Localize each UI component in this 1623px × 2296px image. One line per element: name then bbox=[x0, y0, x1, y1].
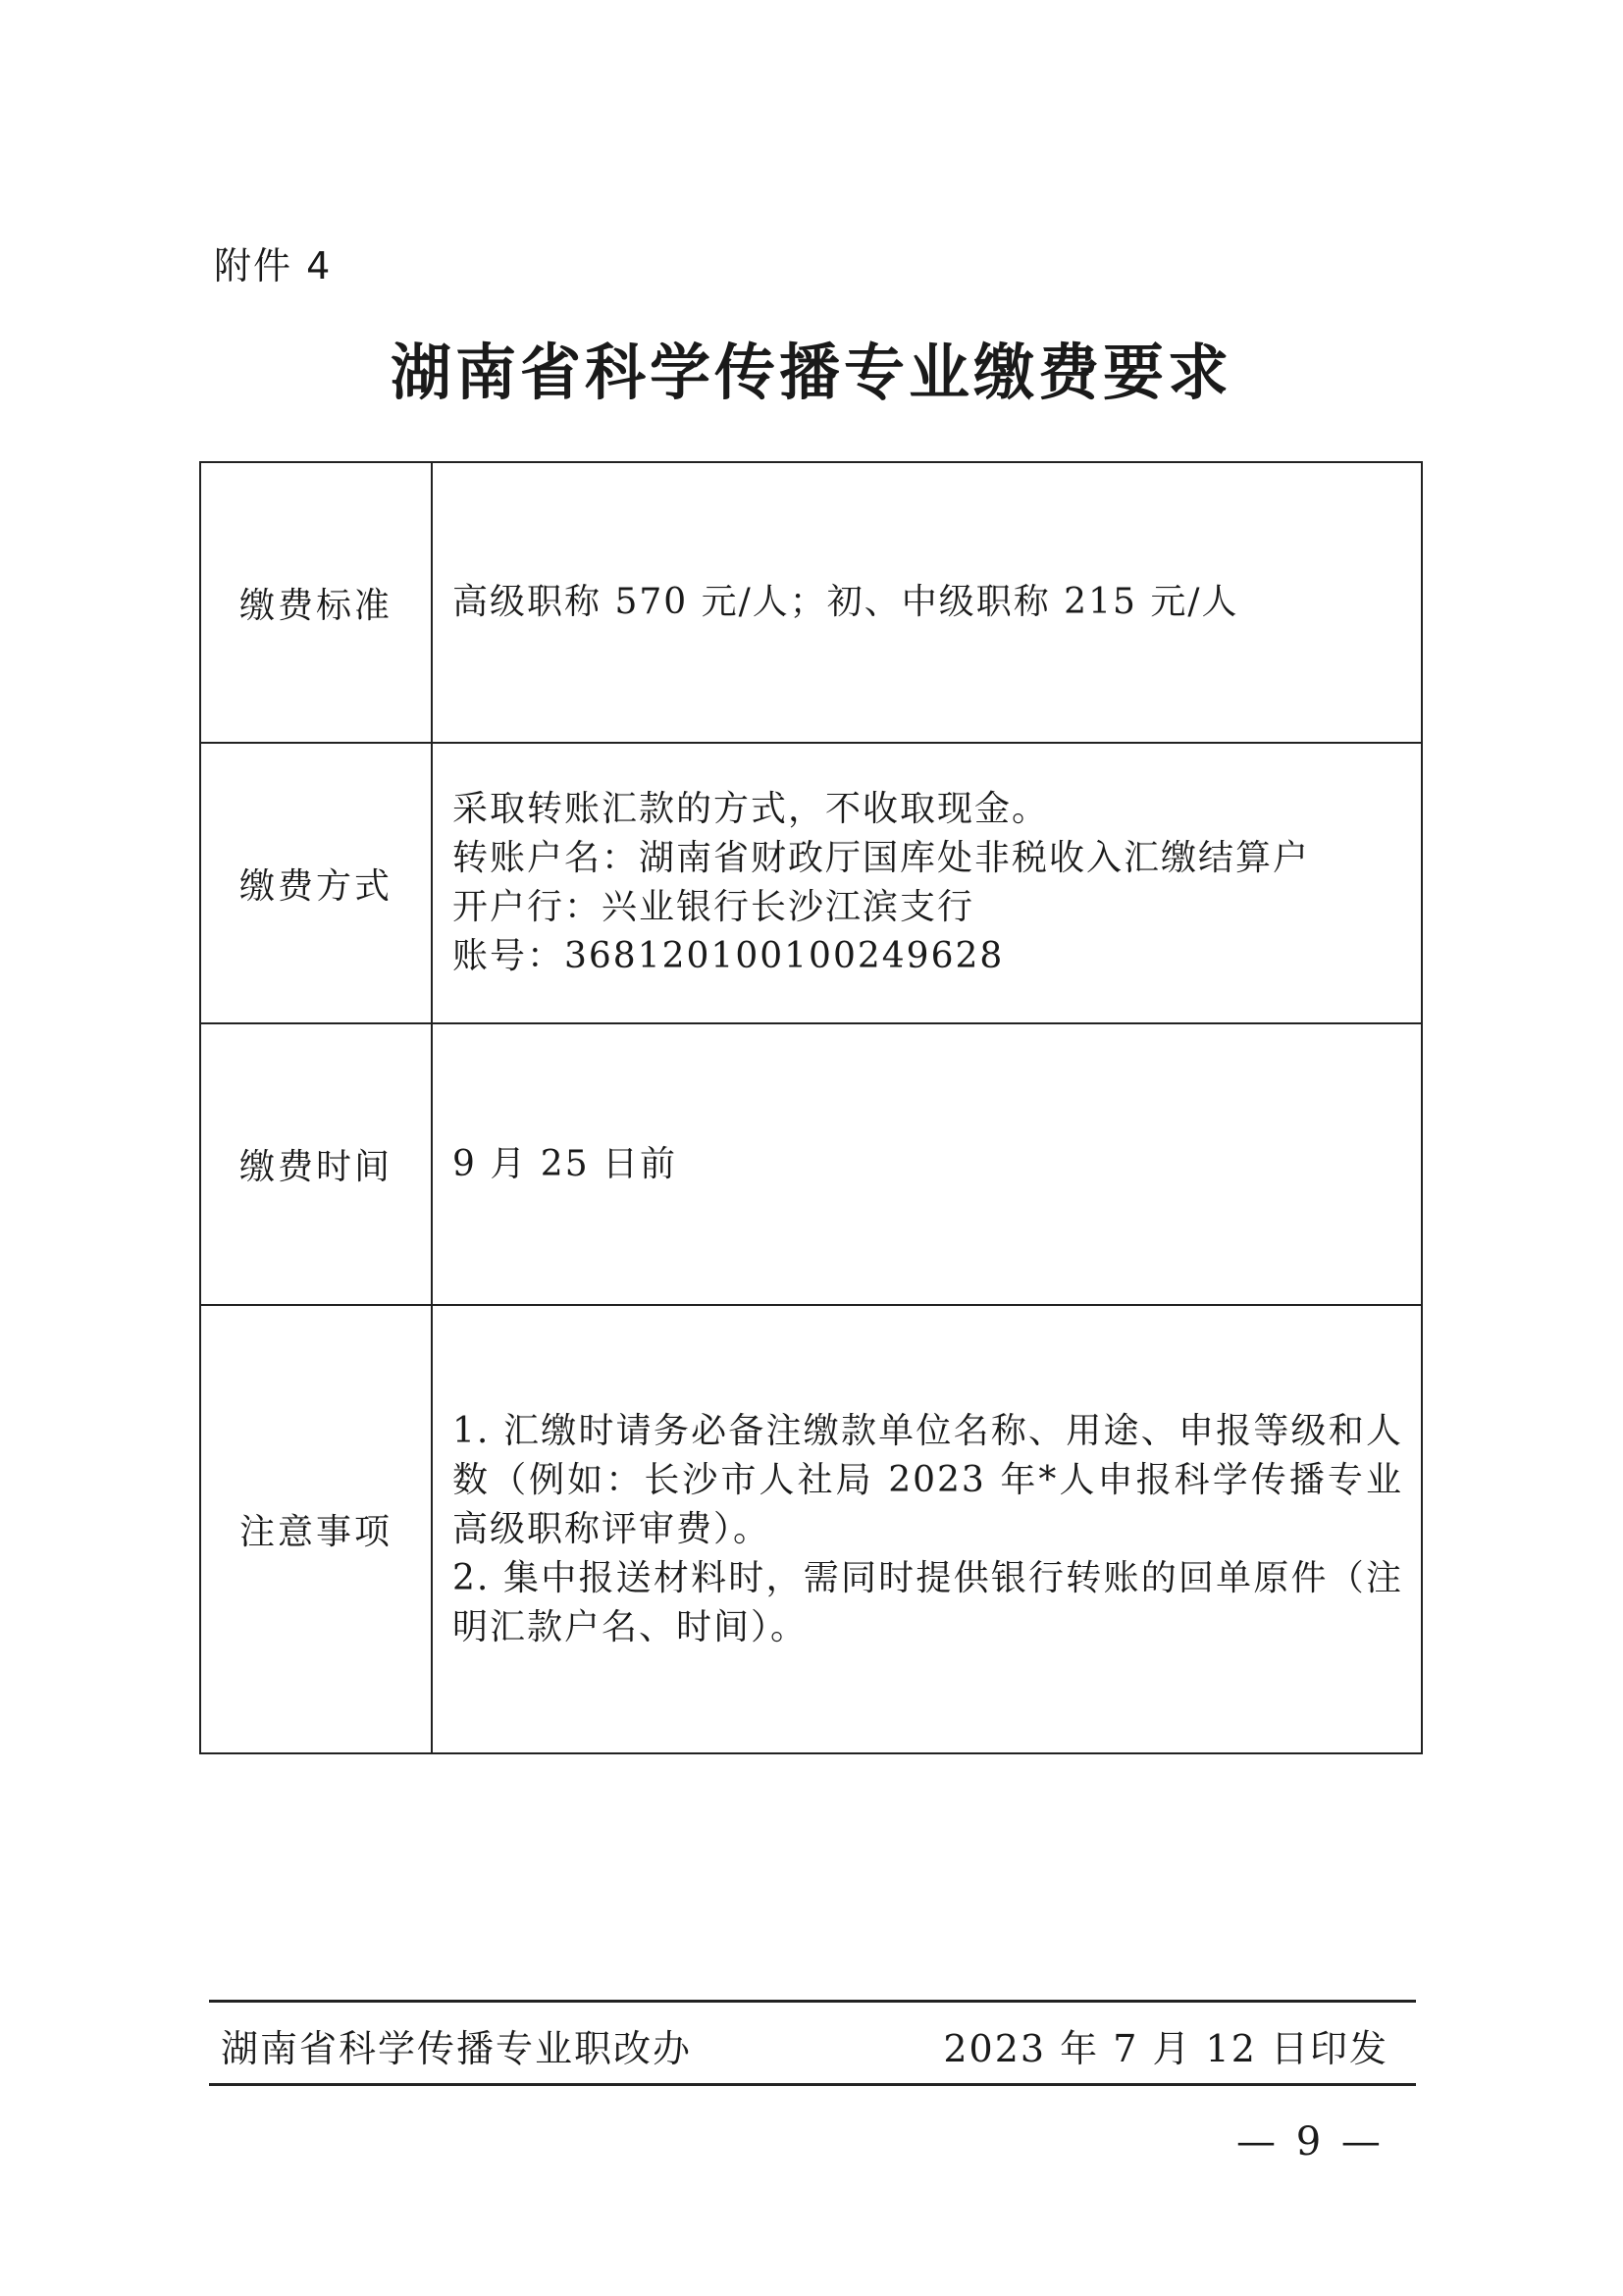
row-label-payment-method: 缴费方式 bbox=[200, 743, 432, 1023]
table-row-notes bbox=[200, 1305, 1422, 1753]
payment-method-text: 采取转账汇款的方式，不收取现金。 bbox=[452, 789, 1050, 829]
payment-deadline-text: 9 月 25 日前 bbox=[452, 1143, 678, 1184]
row-content-notes bbox=[432, 1305, 1422, 1753]
issuance-footer bbox=[209, 2000, 1416, 2086]
row-label-fee-standard: 缴费标准 bbox=[200, 462, 432, 743]
row-label-payment-deadline: 缴费时间 bbox=[200, 1023, 432, 1305]
document-title: 湖南省科学传播专业缴费要求 bbox=[390, 337, 1232, 408]
footer-issue-date: 2023 年 7 月 12 日印发 bbox=[943, 2027, 1388, 2070]
row-content-fee-standard bbox=[432, 462, 1422, 743]
page-number: — 9 — bbox=[1236, 2119, 1385, 2165]
note-item-2: 2. 集中报送材料时，需同时提供银行转账的回单原件（注明汇款户名、时间）。 bbox=[452, 1557, 1403, 1647]
account-number-text: 账号：368120100100249628 bbox=[452, 936, 1005, 976]
table-row-fee-standard bbox=[200, 462, 1422, 743]
account-name-text: 转账户名：湖南省财政厅国库处非税收入汇缴结算户 bbox=[452, 838, 1311, 878]
fee-standard-text: 高级职称 570 元/人；初、中级职称 215 元/人 bbox=[452, 582, 1239, 622]
row-content-payment-deadline bbox=[432, 1023, 1422, 1305]
table-row-payment-deadline bbox=[200, 1023, 1422, 1305]
table-row-payment-method bbox=[200, 743, 1422, 1023]
footer-issuer: 湖南省科学传播专业职改办 bbox=[221, 2027, 693, 2070]
row-content-payment-method bbox=[432, 743, 1422, 1023]
attachment-label: 附件 4 bbox=[214, 244, 333, 287]
fee-requirements-table bbox=[199, 461, 1423, 1754]
note-item-1: 1. 汇缴时请务必备注缴款单位名称、用途、申报等级和人数（例如：长沙市人社局 2023 年*人申报科学传播专业高级职称评审费）。 bbox=[452, 1410, 1403, 1549]
bank-name-text: 开户行：兴业银行长沙江滨支行 bbox=[452, 887, 975, 927]
row-label-notes: 注意事项 bbox=[200, 1305, 432, 1753]
